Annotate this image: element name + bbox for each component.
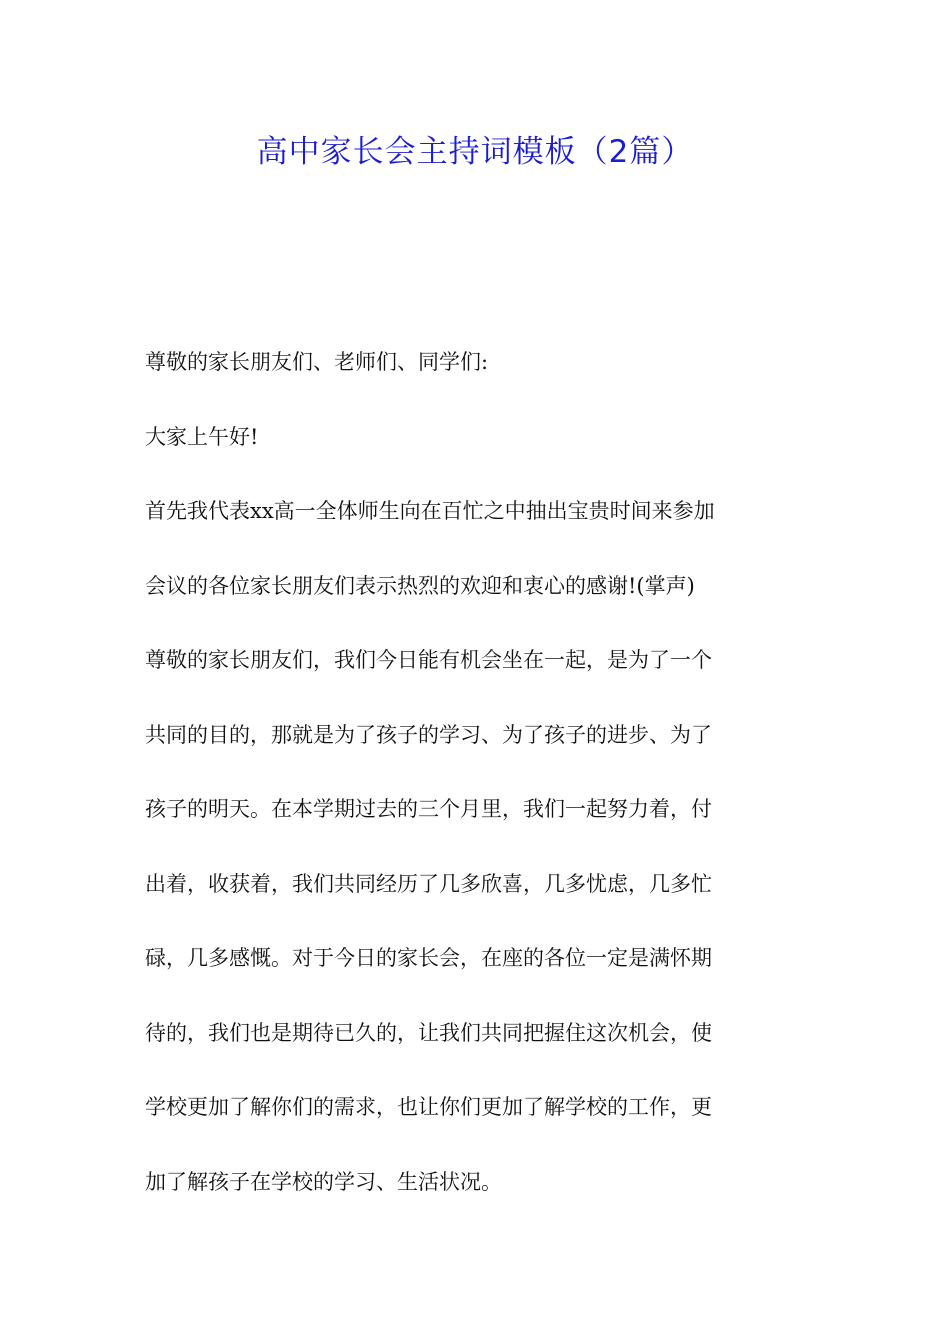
document-body: [145, 340, 815, 1234]
paragraph-line: 出着，收获着，我们共同经历了几多欣喜，几多忧虑，几多忙: [145, 871, 712, 896]
paragraph-line: 碌，几多感慨。对于今日的家长会，在座的各位一定是满怀期: [145, 946, 712, 970]
paragraph-line: 尊敬的家长朋友们，我们今日能有机会坐在一起，是为了一个: [145, 648, 712, 672]
paragraph-line: 大家上午好!: [145, 424, 259, 449]
document-title: 高中家长会主持词模板（2篇）: [256, 134, 694, 170]
paragraph-line: 加了解孩子在学校的学习、生活状况。: [145, 1169, 502, 1194]
paragraph-line: 尊敬的家长朋友们、老师们、同学们:: [145, 350, 489, 374]
paragraph-line: 待的，我们也是期待已久的，让我们共同把握住这次机会，使: [145, 1020, 712, 1045]
paragraph-line: 共同的目的，那就是为了孩子的学习、为了孩子的进步、为了: [145, 722, 712, 747]
paragraph-line: 孩子的明天。在本学期过去的三个月里，我们一起努力着，付: [145, 797, 712, 821]
paragraph-line: 学校更加了解你们的需求，也让你们更加了解学校的工作，更: [145, 1095, 712, 1119]
paragraph-line: 会议的各位家长朋友们表示热烈的欢迎和衷心的感谢!(掌声): [145, 573, 695, 598]
paragraph-line: 首先我代表xx高一全体师生向在百忙之中抽出宝贵时间来参加: [145, 499, 715, 523]
